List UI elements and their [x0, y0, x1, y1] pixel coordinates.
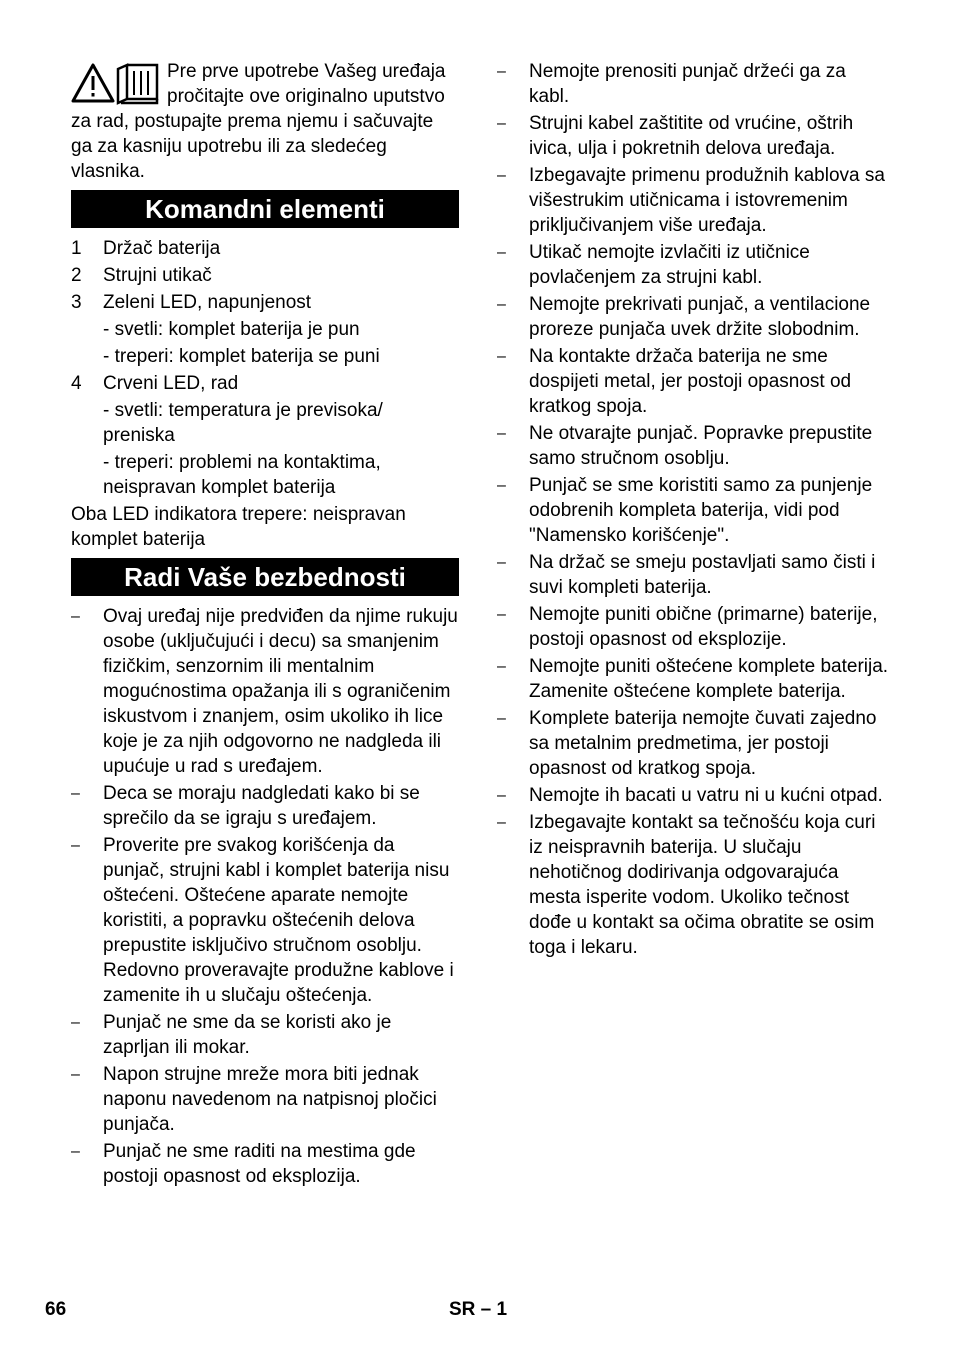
intro-block [71, 59, 459, 184]
sub-item: - svetli: temperatura je previsoka/ preniska [103, 400, 383, 446]
safety-list-item [71, 604, 459, 779]
safety-item-text: Komplete baterija nemojte čuvati zajedno sa metalnim predmetima, jer postoji opasnost od kratkog spoja. [529, 708, 877, 779]
safety-list-item [497, 706, 889, 781]
warning-triangle-icon [73, 65, 113, 101]
list-item [71, 290, 459, 315]
safety-list-item [497, 59, 889, 109]
dash-bullet: – [497, 606, 506, 623]
safety-item-text: Strujni kabel zaštitite od vrućine, oštrih ivica, ulja i pokretnih delova uređaja. [529, 113, 854, 159]
safety-list-right [497, 59, 889, 960]
dash-bullet: – [497, 658, 506, 675]
item-number: 2 [71, 265, 82, 286]
safety-list-item [497, 240, 889, 290]
safety-list-item [497, 163, 889, 238]
safety-item-text: Izbegavajte kontakt sa tečnošću koja curi iz neispravnih baterija. U slučaju nehotičnog dodirivanja odgovarajuća mesta isperite vodom. Ukoliko tečnost dođe u kontakt sa očima obratite se osim toga i lekaru. [529, 812, 876, 958]
dash-bullet: – [71, 785, 80, 802]
sub-item: - treperi: komplet baterija se puni [103, 346, 380, 367]
safety-list-item [497, 111, 889, 161]
safety-item-text: Proverite pre svakog korišćenja da punjač, strujni kabl i komplet baterija nisu oštećeni. Oštećene aparate nemojte koristiti, a popravku oštećenih delova prepustite isključivo stručnom osoblju. Redovno proveravajte produžne kablove i zamenite ih u slučaju oštećenja. [103, 835, 454, 1006]
safety-item-text: Na držač se smeju postavljati samo čisti i suvi kompleti baterija. [529, 552, 876, 598]
safety-list-item [497, 602, 889, 652]
item-text: Zeleni LED, napunjenost [103, 292, 312, 313]
dash-bullet: – [497, 167, 506, 184]
intro-text: Pre prve upotrebe Vašeg uređaja pročitajte ove originalno uputstvo za rad, postupajte prema njemu i sačuvajte ga za kasniju upotrebu ili za sledećeg vlasnika. [71, 61, 446, 182]
dash-bullet: – [497, 787, 506, 804]
item-text: Crveni LED, rad [103, 373, 239, 394]
safety-item-text: Izbegavajte primenu produžnih kablova sa višestrukim utičnicama i istovremenim priključivanjem više uređaja. [529, 165, 885, 236]
sub-item: - svetli: komplet baterija je pun [103, 319, 360, 340]
warning-manual-icons [71, 61, 161, 107]
safety-item-text: Deca se moraju nadgledati kako bi se sprečilo da se igraju s uređajem. [103, 783, 420, 829]
safety-list-item [497, 292, 889, 342]
safety-item-text: Ne otvarajte punjač. Popravke prepustite samo stručnom osoblju. [529, 423, 873, 469]
list-item [71, 263, 459, 288]
heading-komandni-elementi: Komandni elementi [71, 190, 459, 228]
dash-bullet: – [497, 710, 506, 727]
safety-item-text: Utikač nemojte izvlačiti iz utičnice povlačenjem za strujni kabl. [529, 242, 810, 288]
dash-bullet: – [497, 814, 506, 831]
safety-list-item [497, 550, 889, 600]
safety-item-text: Napon strujne mreže mora biti jednak naponu navedenom na natpisnoj pločici punjača. [103, 1064, 437, 1135]
item-number: 4 [71, 373, 82, 394]
item-number: 3 [71, 292, 82, 313]
safety-list-item [497, 810, 889, 960]
dash-bullet: – [71, 608, 80, 625]
safety-item-text: Punjač ne sme da se koristi ako je zaprljan ili mokar. [103, 1012, 392, 1058]
safety-item-text: Nemojte prenositi punjač držeći ga za kabl. [529, 61, 846, 107]
safety-list-left [71, 604, 459, 1189]
item-number: 1 [71, 238, 82, 259]
safety-list-item [71, 833, 459, 1008]
safety-item-text: Punjač se sme koristiti samo za punjenje odobrenih kompleta baterija, vidi pod "Namensko korišćenje". [529, 475, 873, 546]
page-number: 66 [45, 1299, 67, 1320]
list-item [71, 236, 459, 261]
dash-bullet: – [497, 554, 506, 571]
safety-list-item [497, 344, 889, 419]
dash-bullet: – [71, 1143, 80, 1160]
item-text: Strujni utikač [103, 265, 212, 286]
safety-list-item [71, 781, 459, 831]
item-text: Držač baterija [103, 238, 221, 259]
dash-bullet: – [497, 477, 506, 494]
safety-list-item [497, 421, 889, 471]
safety-item-text: Punjač ne sme raditi na mestima gde postoji opasnost od eksplozija. [103, 1141, 416, 1187]
right-column [497, 59, 889, 962]
dash-bullet: – [497, 115, 506, 132]
dash-bullet: – [71, 1066, 80, 1083]
safety-list-item [71, 1062, 459, 1137]
dash-bullet: – [497, 296, 506, 313]
safety-item-text: Nemojte prekrivati punjač, a ventilacione proreze punjača uvek držite slobodnim. [529, 294, 871, 340]
safety-list-item [497, 473, 889, 548]
list-item [71, 371, 459, 396]
safety-list-item [71, 1010, 459, 1060]
safety-item-text: Nemojte ih bacati u vatru ni u kućni otpad. [529, 785, 883, 806]
led-note: Oba LED indikatora trepere: neispravan komplet baterija [71, 504, 406, 550]
dash-bullet: – [497, 63, 506, 80]
dash-bullet: – [71, 1014, 80, 1031]
safety-item-text: Ovaj uređaj nije predviđen da njime rukuju osobe (uključujući i decu) sa smanjenim fizičkim, senzornim ili mentalnim mogućnostima opažanja ili s ograničenim iskustvom i znanjem, osim ukoliko ih lice koje je za njih odgovorno ne nadgleda ili upućuje u rad s uređajem. [103, 606, 458, 777]
safety-item-text: Na kontakte držača baterija ne sme dospijeti metal, jer postoji opasnost od kratkog spoja. [529, 346, 852, 417]
control-elements-list [71, 236, 459, 552]
dash-bullet: – [497, 244, 506, 261]
sub-item: - treperi: problemi na kontaktima, neispravan komplet baterija [103, 452, 381, 498]
safety-item-text: Nemojte puniti oštećene komplete baterija. Zamenite oštećene komplete baterija. [529, 656, 889, 702]
safety-list-item [71, 1139, 459, 1189]
section-label: SR – 1 [449, 1299, 508, 1320]
safety-item-text: Nemojte puniti obične (primarne) baterije, postoji opasnost od eksplozije. [529, 604, 878, 650]
dash-bullet: – [497, 348, 506, 365]
manual-book-icon [118, 65, 157, 103]
dash-bullet: – [71, 837, 80, 854]
safety-list-item [497, 783, 889, 808]
dash-bullet: – [497, 425, 506, 442]
left-column [71, 59, 459, 1191]
heading-radi-vase-bezbednosti: Radi Vaše bezbednosti [71, 558, 459, 596]
safety-list-item [497, 654, 889, 704]
